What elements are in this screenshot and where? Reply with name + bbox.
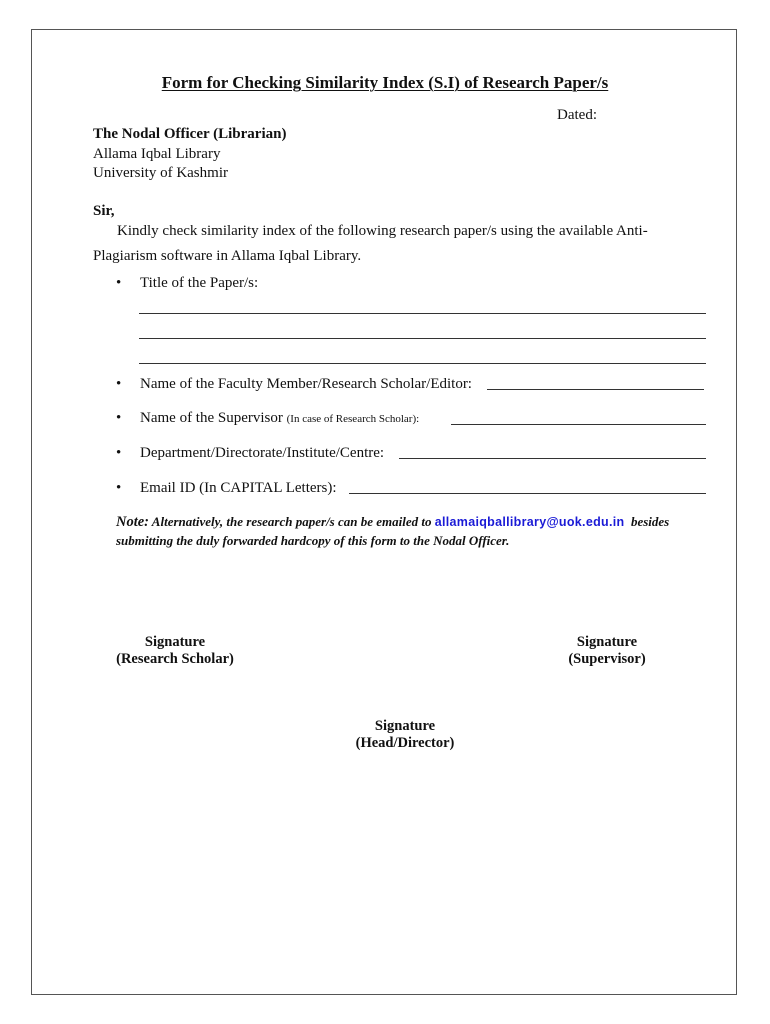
title-label: Title of the Paper/s: — [140, 275, 259, 291]
bullet-icon: • — [116, 376, 122, 392]
email-input-line[interactable] — [349, 493, 706, 494]
bullet-icon: • — [116, 445, 122, 461]
note-lead: Note: — [116, 514, 150, 530]
signature-research-scholar — [95, 634, 255, 668]
supervisor-note: (In case of Research Scholar): — [286, 413, 420, 425]
supervisor-label-text: Name of the Supervisor — [140, 410, 283, 426]
title-input-line-1[interactable] — [139, 313, 706, 314]
dated-label: Dated: — [557, 107, 597, 123]
signature-title: Signature — [374, 718, 436, 734]
name-label: Name of the Faculty Member/Research Scholar/Editor: — [140, 376, 472, 392]
library-email-link[interactable]: allamaiqballibrary@uok.edu.in — [434, 515, 625, 529]
signature-title: Signature — [144, 634, 206, 650]
title-input-line-3[interactable] — [139, 363, 706, 364]
email-label: Email ID (In CAPITAL Letters): — [140, 480, 337, 496]
signature-head-director — [335, 718, 475, 752]
department-label: Department/Directorate/Institute/Centre: — [140, 445, 385, 461]
title-input-line-2[interactable] — [139, 338, 706, 339]
note-text-2: besides — [630, 514, 670, 529]
department-input-line[interactable] — [399, 458, 706, 459]
signature-role: (Research Scholar) — [116, 651, 234, 667]
body-line-1: Kindly check similarity index of the following research paper/s using the available Anti- — [117, 223, 648, 239]
addressee-line-2: Allama Iqbal Library — [93, 146, 221, 162]
body-line-2: Plagiarism software in Allama Iqbal Library. — [93, 248, 362, 264]
name-input-line[interactable] — [487, 389, 704, 390]
bullet-icon: • — [116, 275, 122, 291]
addressee-line-1: The Nodal Officer (Librarian) — [93, 126, 287, 142]
supervisor-input-line[interactable] — [451, 424, 706, 425]
signature-supervisor — [537, 634, 677, 668]
signature-role: (Head/Director) — [355, 735, 455, 751]
note-text-1: Alternatively, the research paper/s can be emailed to — [151, 514, 432, 529]
supervisor-label — [140, 410, 419, 427]
addressee-line-3: University of Kashmir — [93, 165, 228, 181]
salutation: Sir, — [93, 203, 115, 219]
signature-role: (Supervisor) — [568, 651, 646, 667]
bullet-icon: • — [116, 480, 122, 496]
form-title: Form for Checking Similarity Index (S.I) of Research Paper/s — [161, 73, 609, 92]
signature-title: Signature — [576, 634, 638, 650]
note-line-1 — [116, 514, 669, 531]
bullet-icon: • — [116, 410, 122, 426]
note-line-2: submitting the duly forwarded hardcopy of this form to the Nodal Officer. — [116, 533, 510, 548]
